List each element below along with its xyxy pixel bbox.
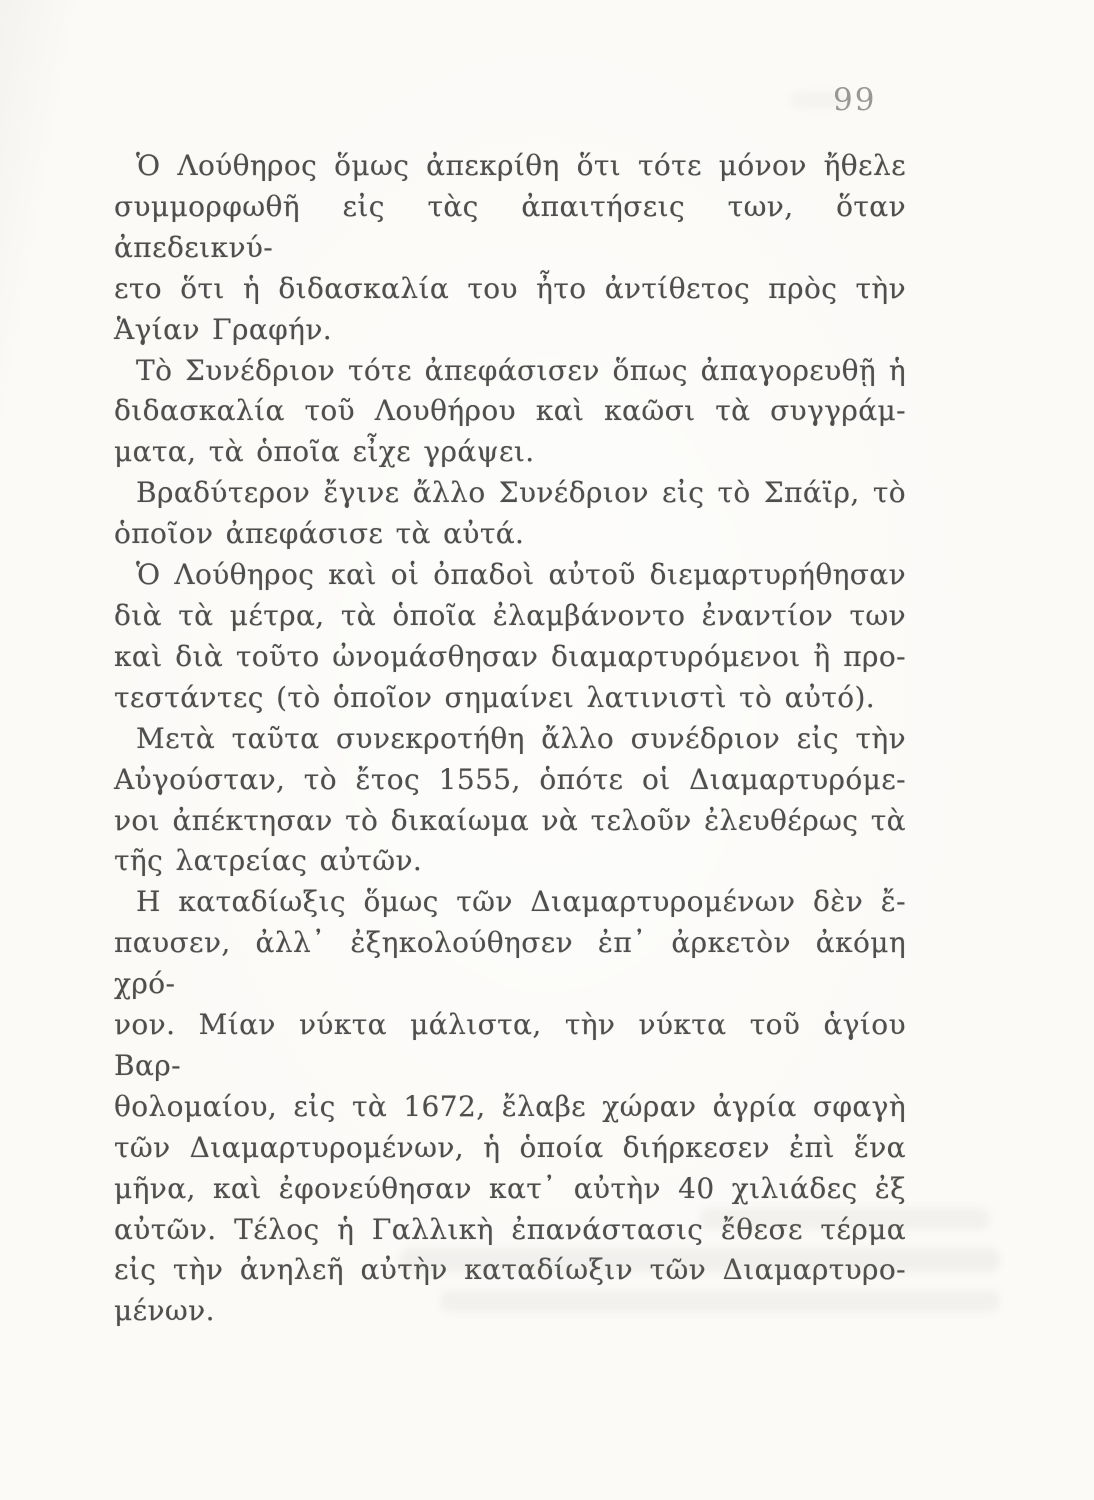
text-line: Μετὰ ταῦτα συνεκροτήθη ἄλλο συνέδριον εἰς τὴν (136, 721, 906, 755)
paragraph (114, 719, 906, 883)
text-line: Ἁγίαν Γραφήν. (114, 312, 333, 346)
bleed-through-smudge (400, 1248, 1000, 1272)
text-line: Βραδύτερον ἔγινε ἄλλο Συνέδριον εἰς τὸ Σπάϊρ, τὸ (136, 476, 906, 510)
text-line: τῆς λατρείας αὐτῶν. (114, 844, 423, 878)
bleed-through-smudge (700, 1208, 990, 1230)
text-line: τῶν Διαμαρτυρομένων, ἡ ὁποία διήρκεσεν ἐπὶ ἕνα (114, 1130, 906, 1164)
text-line: ματα, τὰ ὁποῖα εἶχε γράψει. (114, 435, 535, 469)
bleed-through-smudge (440, 1290, 1000, 1312)
text-line: νοι ἀπέκτησαν τὸ δικαίωμα νὰ τελοῦν ἐλευθέρως τὰ (114, 803, 906, 837)
text-line: διδασκαλία τοῦ Λουθήρου καὶ καῶσι τὰ συγγράμ- (114, 394, 906, 428)
text-line: νον. Μίαν νύκτα μάλιστα, τὴν νύκτα τοῦ ἁγίου Βαρ- (114, 1008, 906, 1082)
bleed-through-smudge (790, 92, 850, 108)
paragraph (114, 146, 906, 351)
text-line: Η καταδίωξις ὅμως τῶν Διαμαρτυρομένων δὲν ἔ- (136, 885, 906, 919)
text-line: συμμορφωθῆ εἰς τὰς ἀπαιτήσεις των, ὅταν ἀπεδεικνύ- (114, 189, 906, 264)
text-line: μένων. (114, 1294, 215, 1328)
text-line: θολομαίου, εἰς τὰ 1672, ἔλαβε χώραν ἀγρία σφαγὴ (114, 1089, 906, 1123)
page-text (114, 146, 906, 1332)
text-line: καὶ διὰ τοῦτο ὠνομάσθησαν διαμαρτυρόμενοι ἢ προ- (114, 639, 906, 673)
paragraph (114, 555, 906, 719)
text-line: αὐτῶν. Τέλος ἡ Γαλλικὴ ἐπανάστασις ἔθεσε τέρμα (114, 1212, 906, 1246)
text-line: Τὸ Συνέδριον τότε ἀπεφάσισεν ὅπως ἀπαγορευθῇ ἡ (136, 353, 906, 387)
text-line: διὰ τὰ μέτρα, τὰ ὁποῖα ἐλαμβάνοντο ἐναντίον των (114, 598, 906, 632)
text-line: παυσεν, ἀλλ᾽ ἐξηκολούθησεν ἐπ᾽ ἀρκετὸν ἀκόμη χρό- (114, 926, 906, 1001)
text-line: Ὁ Λούθηρος ὅμως ἀπεκρίθη ὅτι τότε μόνον ἤθελε (136, 149, 906, 182)
paragraph (114, 351, 906, 474)
text-line: ετο ὅτι ἡ διδασκαλία του ἦτο ἀντίθετος πρὸς τὴν (114, 271, 906, 305)
text-line: Ὁ Λούθηρος καὶ οἱ ὀπαδοὶ αὐτοῦ διεμαρτυρήθησαν (136, 558, 906, 592)
text-line: εἰς τὴν ἀνηλεῆ αὐτὴν καταδίωξιν τῶν Διαμαρτυρο- (114, 1253, 906, 1287)
text-line: μῆνα, καὶ ἐφονεύθησαν κατ᾽ αὐτὴν 40 χιλιάδες ἐξ (114, 1171, 906, 1205)
text-line: ὁποῖον ἀπεφάσισε τὰ αὐτά. (114, 517, 525, 551)
page-number: 99 (833, 82, 877, 118)
text-line: τεστάντες (τὸ ὁποῖον σημαίνει λατινιστὶ τὸ αὐτό). (114, 680, 876, 714)
paragraph (114, 473, 906, 555)
text-line: Αὐγούσταν, τὸ ἔτος 1555, ὁπότε οἱ Διαμαρτυρόμε- (114, 762, 906, 796)
